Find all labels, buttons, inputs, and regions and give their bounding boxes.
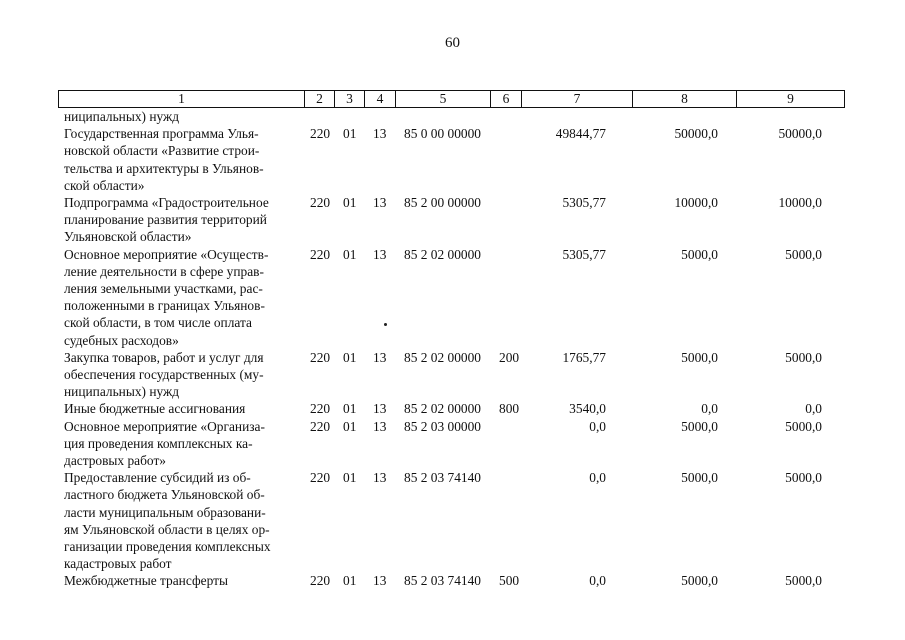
row-cell-c8: 5000,0 [681,246,718,262]
row-name [64,246,300,349]
row-cell-c3: 01 [343,246,357,262]
row-name [64,418,300,470]
page-number: 60 [445,35,460,51]
row-cell-c9: 50000,0 [778,126,822,142]
row-cell-c7: 5305,77 [562,195,606,211]
row-cell-c2: 220 [310,349,331,365]
column-header-7: 7 [522,91,633,108]
row-cell-c4: 13 [373,401,387,417]
table-row [0,469,905,572]
row-name [64,469,300,572]
row-name-line: ция проведения комплексных ка- [64,435,253,451]
row-name-line: ление деятельности в сфере управ- [64,263,264,279]
row-cell-c4: 13 [373,573,387,589]
row-cell-c7: 0,0 [589,418,606,434]
column-header-5: 5 [396,91,491,108]
row-name-line: ганизации проведения комплексных [64,539,271,555]
row-cell-c5: 85 2 03 00000 [404,418,481,434]
row-cell-c6: 500 [499,573,520,589]
row-name-line: тельства и архитектуры в Ульянов- [64,160,264,176]
row-cell-c2: 220 [310,126,331,142]
row-name-line: судебных расходов» [64,332,179,348]
row-name-line: Ульяновской области» [64,229,192,245]
row-cell-c9: 5000,0 [785,418,822,434]
row-cell-c9: 5000,0 [785,246,822,262]
row-name-line: обеспечения государственных (му- [64,367,264,383]
row-cell-c4: 13 [373,349,387,365]
row-cell-c7: 1765,77 [562,349,606,365]
row-name [64,108,300,125]
row-cell-c8: 0,0 [701,401,718,417]
row-name-line: Основное мероприятие «Осуществ- [64,246,269,262]
row-name-line: ластного бюджета Ульяновской об- [64,487,265,503]
column-header-2: 2 [305,91,335,108]
row-name [64,194,300,246]
table-row [0,349,905,401]
row-cell-c6: 200 [499,349,520,365]
row-cell-c5: 85 2 02 00000 [404,349,481,365]
row-cell-c5: 85 0 00 00000 [404,126,481,142]
row-cell-c3: 01 [343,573,357,589]
row-cell-c3: 01 [343,126,357,142]
row-cell-c3: 01 [343,195,357,211]
table-body [0,108,905,590]
row-name [64,572,300,589]
row-name-line: ской области» [64,177,145,193]
row-cell-c3: 01 [343,470,357,486]
row-name-line: Предоставление субсидий из об- [64,470,251,486]
table-row [0,572,905,589]
row-name-line: Основное мероприятие «Организа- [64,418,265,434]
row-name-line: ления земельными участками, рас- [64,281,263,297]
table-row [0,194,905,246]
row-cell-c4: 13 [373,195,387,211]
row-cell-c5: 85 2 03 74140 [404,573,481,589]
row-cell-c7: 3540,0 [569,401,606,417]
row-cell-c2: 220 [310,418,331,434]
row-name [64,400,300,417]
row-cell-c5: 85 2 03 74140 [404,470,481,486]
row-name [64,125,300,194]
row-cell-c7: 5305,77 [562,246,606,262]
column-header-table [58,90,845,108]
row-cell-c5: 85 2 02 00000 [404,246,481,262]
row-cell-c7: 49844,77 [555,126,606,142]
row-cell-c9: 5000,0 [785,349,822,365]
row-cell-c8: 50000,0 [674,126,718,142]
row-name-line: Подпрограмма «Градостроительное [64,195,269,211]
row-cell-c3: 01 [343,418,357,434]
column-header-1: 1 [59,91,305,108]
table-row [0,400,905,417]
row-cell-c4: 13 [373,126,387,142]
row-cell-c3: 01 [343,401,357,417]
row-cell-c6: 800 [499,401,520,417]
table-row [0,108,905,125]
row-name-line: Межбюджетные трансферты [64,573,228,589]
row-cell-c4: 13 [373,418,387,434]
row-name-line: ниципальных) нужд [64,109,180,124]
row-name-line: Государственная программа Улья- [64,126,259,142]
row-cell-c9: 0,0 [805,401,822,417]
row-cell-c5: 85 2 02 00000 [404,401,481,417]
row-cell-c8: 5000,0 [681,418,718,434]
column-header-6: 6 [491,91,522,108]
row-name-line: ям Ульяновской области в целях ор- [64,521,270,537]
column-header-8: 8 [633,91,737,108]
row-name-line: ниципальных) нужд [64,384,180,400]
row-cell-c2: 220 [310,573,331,589]
row-name-line: положенными в границах Ульянов- [64,298,265,314]
row-name-line: кадастровых работ [64,556,172,572]
row-name [64,349,300,401]
table-row [0,125,905,194]
row-cell-c4: 13 [373,470,387,486]
row-cell-c2: 220 [310,470,331,486]
row-cell-c8: 10000,0 [674,195,718,211]
row-name-line: ласти муниципальным образовани- [64,504,266,520]
column-header-row [59,91,845,108]
column-header-4: 4 [365,91,396,108]
row-cell-c5: 85 2 00 00000 [404,195,481,211]
column-header-9: 9 [737,91,845,108]
column-header-3: 3 [335,91,365,108]
table-row [0,418,905,470]
row-name-line: ской области, в том числе оплата [64,315,252,331]
row-cell-c9: 10000,0 [778,195,822,211]
row-cell-c3: 01 [343,349,357,365]
row-name-line: Иные бюджетные ассигнования [64,401,246,417]
row-name-line: новской области «Развитие строи- [64,143,260,159]
row-cell-c8: 5000,0 [681,349,718,365]
row-cell-c7: 0,0 [589,573,606,589]
row-cell-c2: 220 [310,246,331,262]
row-name-line: дастровых работ» [64,453,166,469]
row-cell-c9: 5000,0 [785,470,822,486]
table-row [0,246,905,349]
row-cell-c2: 220 [310,195,331,211]
row-cell-c2: 220 [310,401,331,417]
row-cell-c8: 5000,0 [681,573,718,589]
row-cell-c9: 5000,0 [785,573,822,589]
row-cell-c7: 0,0 [589,470,606,486]
row-cell-c4: 13 [373,246,387,262]
row-cell-c8: 5000,0 [681,470,718,486]
row-name-line: планирование развития территорий [64,212,267,228]
row-name-line: Закупка товаров, работ и услуг для [64,349,264,365]
scan-speck [384,323,387,326]
